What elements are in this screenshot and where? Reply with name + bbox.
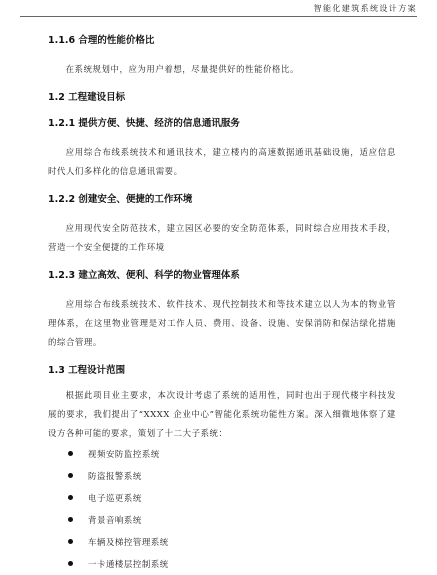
paragraph-1-2-3: 应用综合布线系统技术、软件技术、现代控制技术和等技术建立以人为本的物业管理体系，在这里物业管理是对工作人员、费用、设备、设施、安保消防和保洁绿化措施的综合管理。 [48, 299, 396, 347]
list-item [68, 465, 396, 487]
list-item [68, 531, 396, 553]
list-item [68, 443, 396, 465]
list-item-label: 背景音响系统 [88, 515, 142, 525]
subsystem-list [48, 443, 396, 575]
heading-1-2-2: 1.2.2 创建安全、便捷的工作环境 [48, 194, 193, 205]
paragraph-1-2-1: 应用综合布线系统技术和通讯技术，建立楼内的高速数据通讯基础设施，适应信息时代人们多样化的信息通讯需要。 [48, 147, 396, 176]
heading-1-2-1: 1.2.1 提供方便、快捷、经济的信息通讯服务 [48, 118, 240, 129]
bullet-icon [68, 517, 73, 522]
list-item [68, 509, 396, 531]
document-body [48, 34, 396, 575]
paragraph-1-2-2: 应用现代安全防范技术，建立园区必要的安全防范体系，同时综合应用技术手段，营造一个安全便捷的工作环境 [48, 223, 396, 252]
header-title: 智能化建筑系统设计方案 [313, 4, 417, 13]
bullet-icon [68, 561, 73, 566]
page-header [0, 0, 437, 18]
list-item [68, 487, 396, 509]
list-item-label: 防盗报警系统 [88, 471, 142, 481]
list-item [68, 553, 396, 575]
list-item-label: 一卡通楼层控制系统 [88, 559, 169, 569]
heading-1-1-6: 1.1.6 合理的性能价格比 [48, 35, 155, 46]
bullet-icon [68, 473, 73, 478]
bullet-icon [68, 495, 73, 500]
list-item-label: 视频安防监控系统 [88, 449, 160, 459]
bullet-icon [68, 451, 73, 456]
heading-1-2: 1.2 工程建设目标 [48, 92, 126, 103]
paragraph-1-3: 根据此项目业主要求，本次设计考虑了系统的适用性，同时也出于现代楼宇科技发展的要求，我们提出了“XXXX 企业中心”智能化系统功能性方案。深入细微地体察了建设方各种可能的要求，策划了十二大子系统： [48, 390, 396, 438]
header-rule [20, 16, 417, 17]
list-item-label: 电子巡更系统 [88, 493, 142, 503]
paragraph-1-1-6: 在系统规划中，应为用户着想，尽量提供好的性能价格比。 [65, 64, 299, 74]
bullet-icon [68, 539, 73, 544]
list-item-label: 车辆及梯控管理系统 [88, 537, 169, 547]
heading-1-2-3: 1.2.3 建立高效、便利、科学的物业管理体系 [48, 270, 240, 281]
heading-1-3: 1.3 工程设计范围 [48, 365, 126, 376]
